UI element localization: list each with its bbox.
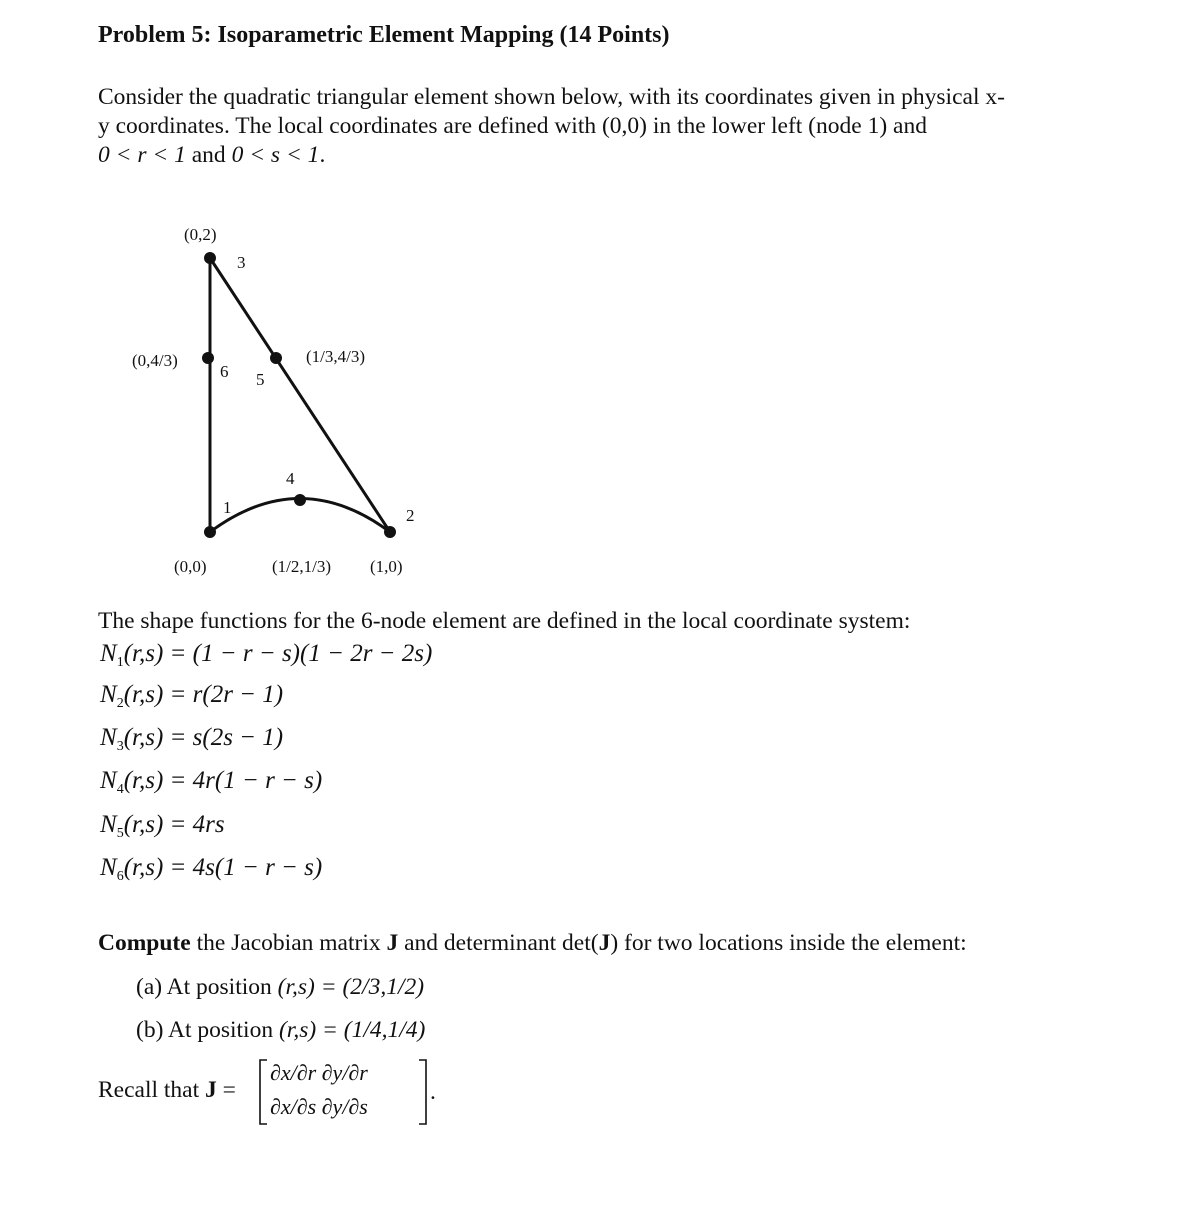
left-bracket [260, 1060, 267, 1124]
node-1-dot [204, 526, 216, 538]
node-4-number: 4 [286, 469, 295, 488]
edge-3-2 [210, 258, 390, 532]
matrix-row-2: ∂x/∂s ∂y/∂s [270, 1094, 368, 1119]
node-5-dot [270, 352, 282, 364]
jacobian-matrix [258, 1058, 428, 1126]
intro-line-1: Consider the quadratic triangular element shown below, with its coordinates given in physical x- [98, 84, 1005, 110]
node-1-coord: (0,0) [174, 557, 207, 576]
element-figure [0, 0, 1179, 600]
recall-line: Recall that J = [98, 1077, 236, 1103]
right-bracket [419, 1060, 426, 1124]
node-4-dot [294, 494, 306, 506]
node-2-number: 2 [406, 506, 415, 525]
node-6-coord: (0,4/3) [132, 351, 178, 370]
s-range: 0 < s < 1 [231, 142, 320, 168]
shape-function-1: $N_1(r,s) = (1 - r - s)(1 - 2r - 2s)$ [100, 640, 433, 670]
node-3-dot [204, 252, 216, 264]
shape-function-2: $N_2(r,s) = r(2r - 1)$ [100, 681, 284, 711]
node-5-number: 5 [256, 370, 265, 389]
shape-function-6: $N_6(r,s) = 4s(1 - r - s)$ [100, 854, 323, 884]
part-b-value: (r,s) = (1/4,1/4) [278, 1017, 426, 1043]
node-6-dot [202, 352, 214, 364]
node-6-number: 6 [220, 362, 229, 381]
compute-word: Compute [98, 930, 191, 956]
intro-line-2: y coordinates. The local coordinates are defined with (0,0) in the lower left (node 1) and [98, 113, 927, 139]
part-a: (a) At position (r,s) = (2/3,1/2) [136, 974, 425, 1000]
shape-function-5: $N_5(r,s) = 4rs$ [100, 811, 225, 841]
shape-intro: The shape functions for the 6-node element are defined in the local coordinate system: [98, 608, 911, 634]
node-1-number: 1 [223, 498, 232, 517]
node-4-coord: (1/2,1/3) [272, 557, 332, 576]
recall-period: . [430, 1079, 436, 1105]
jacobian-symbol: J [386, 930, 399, 956]
node-5-coord: (1/3,4/3) [306, 347, 366, 366]
and-text: and [185, 142, 232, 168]
shape-function-3: $N_3(r,s) = s(2s - 1)$ [100, 724, 284, 754]
node-2-dot [384, 526, 396, 538]
shape-function-4: $N_4(r,s) = 4r(1 - r - s)$ [100, 767, 323, 797]
node-3-coord: (0,2) [184, 225, 217, 244]
matrix-row-1: ∂x/∂r ∂y/∂r [270, 1060, 368, 1085]
intro-end: . [319, 142, 326, 168]
problem-title: Problem 5: Isoparametric Element Mapping (14 Points) [98, 22, 670, 48]
r-range: 0 < r < 1 [98, 142, 186, 168]
node-2-coord: (1,0) [370, 557, 403, 576]
part-b: (b) At position (r,s) = (1/4,1/4) [136, 1017, 426, 1043]
node-3-number: 3 [237, 253, 246, 272]
compute-line: Compute the Jacobian matrix J and determinant det(J) for two locations inside the element: [98, 930, 967, 956]
part-a-value: (r,s) = (2/3,1/2) [277, 974, 425, 1000]
